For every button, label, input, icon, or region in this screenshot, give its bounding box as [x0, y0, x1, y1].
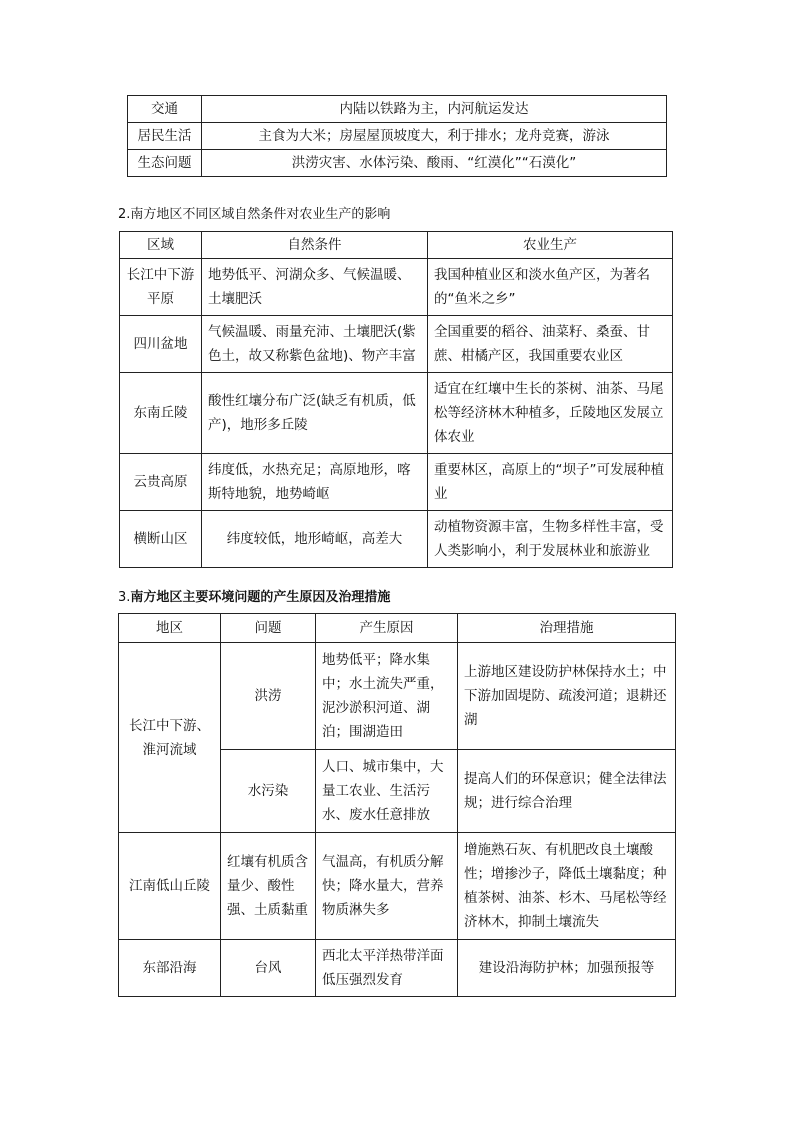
section-title: 南方地区主要环境问题的产生原因及治理措施: [130, 590, 391, 605]
section-title: 南方地区不同区域自然条件对农业生产的影响: [130, 207, 391, 222]
table-row: [120, 454, 673, 511]
row-value: 洪涝灾害、水体污染、酸雨、“红漠化”“石漠化”: [202, 150, 667, 177]
measure-cell: 建设沿海防护林；加强预报等: [458, 940, 676, 997]
column-header: 治理措施: [458, 614, 676, 643]
table-header-row: [120, 232, 673, 259]
region-cell: 横断山区: [120, 511, 202, 568]
measure-cell: 提高人们的环保意识；健全法律法规；进行综合治理: [458, 750, 676, 833]
problem-cell: 洪涝: [221, 643, 316, 750]
table-row: [120, 373, 673, 454]
problem-cell: 台风: [221, 940, 316, 997]
row-label: 居民生活: [128, 123, 202, 150]
natural-cell: 气候温暖、雨量充沛、土壤肥沃(紫色土，故又称紫色盆地)、物产丰富: [202, 316, 428, 373]
natural-cell: 纬度低，水热充足；高原地形，喀斯特地貌，地势崎岖: [202, 454, 428, 511]
table-row: [120, 259, 673, 316]
region-cell: 东南丘陵: [120, 373, 202, 454]
section-number: 3.: [118, 590, 131, 605]
measure-cell: 增施熟石灰、有机肥改良土壤酸性；增掺沙子，降低土壤黏度；种植茶树、油茶、杉木、马尾松等经济林木，抑制土壤流失: [458, 833, 676, 940]
agriculture-cell: 全国重要的稻谷、油菜籽、桑蚕、甘蔗、柑橘产区，我国重要农业区: [428, 316, 673, 373]
column-header: 自然条件: [202, 232, 428, 259]
region-cell: 云贵高原: [120, 454, 202, 511]
column-header: 产生原因: [316, 614, 458, 643]
features-table: [127, 95, 667, 177]
cause-cell: 地势低平；降水集中；水土流失严重，泥沙淤积河道、湖泊；围湖造田: [316, 643, 458, 750]
region-cell: 四川盆地: [120, 316, 202, 373]
table-row: [120, 316, 673, 373]
row-label: 交通: [128, 96, 202, 123]
table-row: [128, 150, 667, 177]
row-value: 内陆以铁路为主，内河航运发达: [202, 96, 667, 123]
table-row: [128, 123, 667, 150]
column-header: 区域: [120, 232, 202, 259]
cause-cell: 西北太平洋热带洋面低压强烈发育: [316, 940, 458, 997]
agriculture-cell: 重要林区，高原上的“坝子”可发展种植业: [428, 454, 673, 511]
natural-cell: 纬度较低，地形崎岖，高差大: [202, 511, 428, 568]
region-cell: 东部沿海: [119, 940, 221, 997]
table-row: [119, 643, 676, 750]
problem-cell: 水污染: [221, 750, 316, 833]
agriculture-cell: 动植物资源丰富，生物多样性丰富，受人类影响小，利于发展林业和旅游业: [428, 511, 673, 568]
natural-cell: 地势低平、河湖众多、气候温暖、土壤肥沃: [202, 259, 428, 316]
cause-cell: 人口、城市集中，大量工农业、生活污水、废水任意排放: [316, 750, 458, 833]
agriculture-cell: 我国种植业区和淡水鱼产区，为著名的“鱼米之乡”: [428, 259, 673, 316]
row-value: 主食为大米；房屋屋顶坡度大，利于排水；龙舟竞赛，游泳: [202, 123, 667, 150]
agriculture-table: [119, 231, 673, 568]
measure-cell: 上游地区建设防护林保持水土；中下游加固堤防、疏浚河道；退耕还湖: [458, 643, 676, 750]
section-number: 2.: [118, 207, 131, 222]
column-header: 问题: [221, 614, 316, 643]
cause-cell: 气温高，有机质分解快；降水量大，营养物质淋失多: [316, 833, 458, 940]
problem-cell: 红壤有机质含量少、酸性强、土质黏重: [221, 833, 316, 940]
region-cell: 长江中下游平原: [120, 259, 202, 316]
section-heading: [118, 206, 390, 224]
agriculture-cell: 适宜在红壤中生长的茶树、油茶、马尾松等经济林木种植多，丘陵地区发展立体农业: [428, 373, 673, 454]
region-cell: 长江中下游、淮河流域: [119, 643, 221, 833]
table-header-row: [119, 614, 676, 643]
region-cell: 江南低山丘陵: [119, 833, 221, 940]
table-row: [119, 833, 676, 940]
table-row: [119, 940, 676, 997]
row-label: 生态问题: [128, 150, 202, 177]
section-heading: [118, 589, 390, 607]
table-row: [120, 511, 673, 568]
table-row: [128, 96, 667, 123]
natural-cell: 酸性红壤分布广泛(缺乏有机质，低产)，地形多丘陵: [202, 373, 428, 454]
column-header: 地区: [119, 614, 221, 643]
environment-table: [118, 613, 676, 997]
column-header: 农业生产: [428, 232, 673, 259]
